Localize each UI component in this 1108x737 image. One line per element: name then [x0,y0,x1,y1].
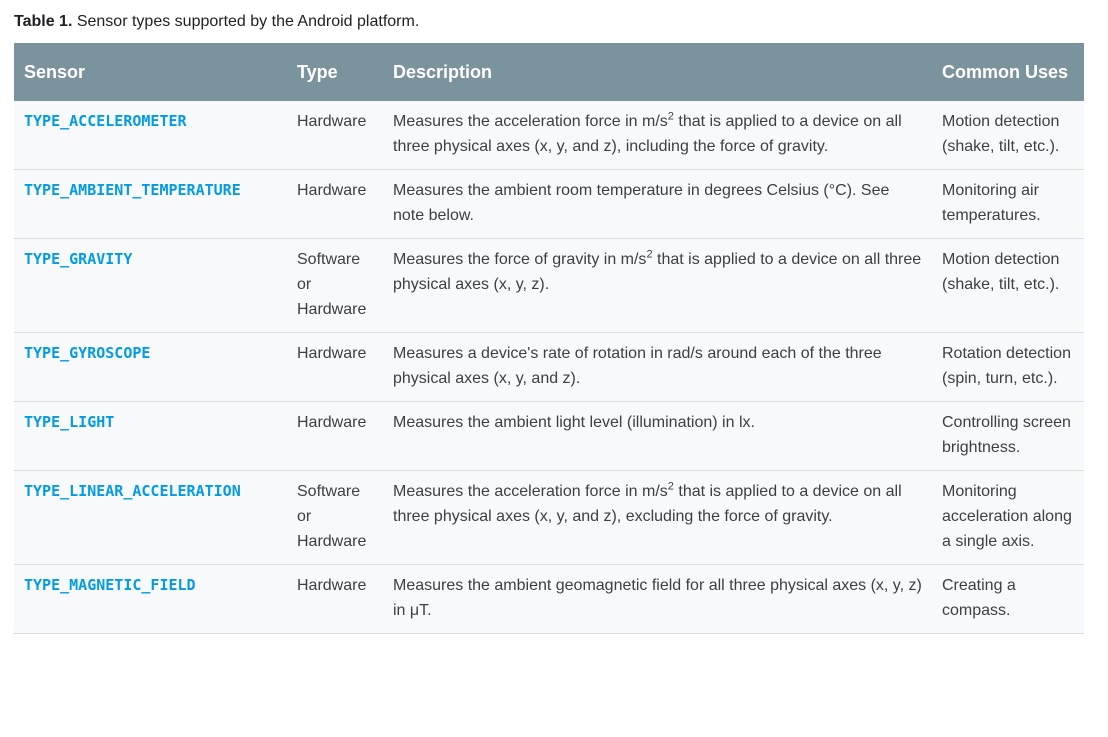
table-caption [14,10,419,34]
type-cell: Software or Hardware [287,239,383,333]
type-cell: Hardware [287,170,383,239]
header-common-uses: Common Uses [932,43,1084,101]
description-cell [383,170,932,239]
table-row [14,333,1084,402]
caption-label: Table 1. [14,13,73,30]
description-cell [383,471,932,565]
description-cell [383,333,932,402]
sensor-link-gravity[interactable]: TYPE_GRAVITY [24,250,133,268]
sensor-cell [14,170,287,239]
description-cell [383,565,932,634]
description-text: that is applied to a device on all three physical axes (x, y, and z), excluding the force of gravity. [393,483,902,525]
uses-cell: Controlling screen brightness. [932,402,1084,471]
description-text: Measures the acceleration force in m/s [393,113,668,130]
description-text: Measures the force of gravity in m/s [393,251,647,268]
description-text: that is applied to a device on all three physical axes (x, y, and z), including the force of gravity. [393,113,902,155]
table-header [14,43,1084,101]
sensor-link-ambient-temperature[interactable]: TYPE_AMBIENT_TEMPERATURE [24,181,241,199]
header-row [14,43,1084,101]
table-row [14,402,1084,471]
sensor-cell [14,101,287,170]
table-row [14,565,1084,634]
header-type: Type [287,43,383,101]
description-text: Measures a device's rate of rotation in rad/s around each of the three physical axes (x, y, and z). [393,345,882,387]
sensor-link-magnetic-field[interactable]: TYPE_MAGNETIC_FIELD [24,576,196,594]
uses-cell: Motion detection (shake, tilt, etc.). [932,239,1084,333]
sensor-link-gyroscope[interactable]: TYPE_GYROSCOPE [24,344,151,362]
caption-text: Sensor types supported by the Android platform. [72,13,420,30]
type-cell: Hardware [287,565,383,634]
sensor-cell [14,471,287,565]
description-cell [383,402,932,471]
description-text: Measures the ambient room temperature in degrees Celsius (°C). See note below. [393,182,890,224]
table-row [14,101,1084,170]
uses-cell: Motion detection (shake, tilt, etc.). [932,101,1084,170]
table-row [14,239,1084,333]
description-text: Measures the ambient geomagnetic field for all three physical axes (x, y, z) in μT. [393,577,922,619]
uses-cell: Monitoring air temperatures. [932,170,1084,239]
uses-cell: Monitoring acceleration along a single axis. [932,471,1084,565]
table-row [14,170,1084,239]
superscript: 2 [667,110,674,123]
description-text: Measures the acceleration force in m/s [393,483,668,500]
description-cell [383,101,932,170]
table-row [14,471,1084,565]
sensor-cell [14,565,287,634]
description-text: Measures the ambient light level (illumination) in lx. [393,414,755,431]
sensor-link-linear-acceleration[interactable]: TYPE_LINEAR_ACCELERATION [24,482,241,500]
type-cell: Hardware [287,402,383,471]
type-cell: Hardware [287,101,383,170]
sensor-cell [14,333,287,402]
type-cell: Software or Hardware [287,471,383,565]
sensor-link-light[interactable]: TYPE_LIGHT [24,413,115,431]
table-body [14,101,1084,634]
header-description: Description [383,43,932,101]
sensor-types-table [14,43,1084,634]
sensor-link-accelerometer[interactable]: TYPE_ACCELEROMETER [24,112,187,130]
superscript: 2 [667,480,674,493]
uses-cell: Creating a compass. [932,565,1084,634]
description-text: that is applied to a device on all three physical axes (x, y, z). [393,251,922,293]
type-cell: Hardware [287,333,383,402]
header-sensor: Sensor [14,43,287,101]
sensor-cell [14,239,287,333]
description-cell [383,239,932,333]
sensor-cell [14,402,287,471]
uses-cell: Rotation detection (spin, turn, etc.). [932,333,1084,402]
superscript: 2 [646,248,653,261]
